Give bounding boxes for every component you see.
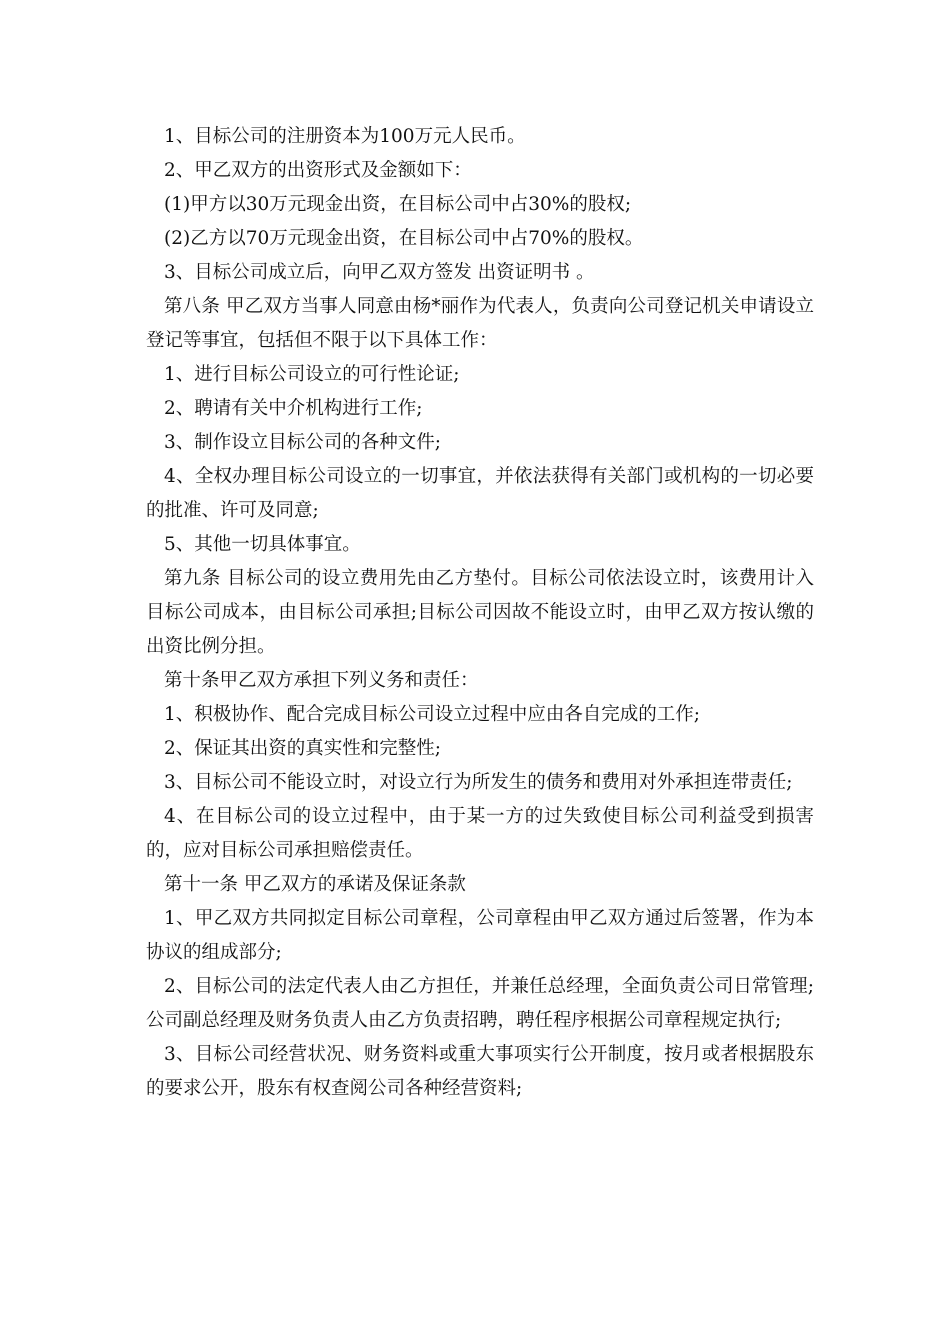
clause-registered-capital: 1、目标公司的注册资本为100万元人民币。 — [164, 126, 526, 147]
article-10: 第十条甲乙双方承担下列义务和责任： — [164, 670, 479, 691]
clause-party-a-contribution: (1)甲方以30万元现金出资，在目标公司中占30%的股权; — [164, 194, 632, 215]
article-11-item-3: 3、目标公司经营状况、财务资料或重大事项实行公开制度，按月或者根据股东的要求公开，股东有权查阅公司各种经营资料; — [146, 1044, 814, 1099]
article-10-item-4: 4、在目标公司的设立过程中，由于某一方的过失致使目标公司利益受到损害的，应对目标公司承担赔偿责任。 — [146, 806, 814, 861]
document-body — [146, 120, 814, 1106]
article-11-item-2: 2、目标公司的法定代表人由乙方担任，并兼任总经理，全面负责公司日常管理;公司副总经理及财务负责人由乙方负责招聘，聘任程序根据公司章程规定执行; — [146, 976, 814, 1031]
article-10-item-3: 3、目标公司不能设立时，对设立行为所发生的债务和费用对外承担连带责任; — [164, 772, 793, 793]
article-8-item-5: 5、其他一切具体事宜。 — [164, 534, 361, 555]
article-11-item-1: 1、甲乙双方共同拟定目标公司章程，公司章程由甲乙双方通过后签署，作为本协议的组成部分; — [146, 908, 814, 963]
clause-capital-certificate: 3、目标公司成立后，向甲乙双方签发 出资证明书 。 — [164, 262, 595, 283]
article-8-item-1: 1、进行目标公司设立的可行性论证; — [164, 364, 460, 385]
article-8-item-3: 3、制作设立目标公司的各种文件; — [164, 432, 442, 453]
article-11: 第十一条 甲乙双方的承诺及保证条款 — [164, 874, 466, 895]
article-8-item-2: 2、聘请有关中介机构进行工作; — [164, 398, 423, 419]
article-8-item-4: 4、全权办理目标公司设立的一切事宜，并依法获得有关部门或机构的一切必要的批准、许可及同意; — [146, 466, 814, 521]
clause-contribution-form: 2、甲乙双方的出资形式及金额如下： — [164, 160, 472, 181]
article-10-item-2: 2、保证其出资的真实性和完整性; — [164, 738, 442, 759]
article-10-item-1: 1、积极协作、配合完成目标公司设立过程中应由各自完成的工作; — [164, 704, 701, 725]
clause-party-b-contribution: (2)乙方以70万元现金出资，在目标公司中占70%的股权。 — [164, 228, 644, 249]
article-9: 第九条 目标公司的设立费用先由乙方垫付。目标公司依法设立时，该费用计入目标公司成本，由目标公司承担;目标公司因故不能设立时，由甲乙双方按认缴的出资比例分担。 — [146, 568, 814, 657]
article-8: 第八条 甲乙双方当事人同意由杨*丽作为代表人，负责向公司登记机关申请设立登记等事宜，包括但不限于以下具体工作： — [146, 296, 814, 351]
